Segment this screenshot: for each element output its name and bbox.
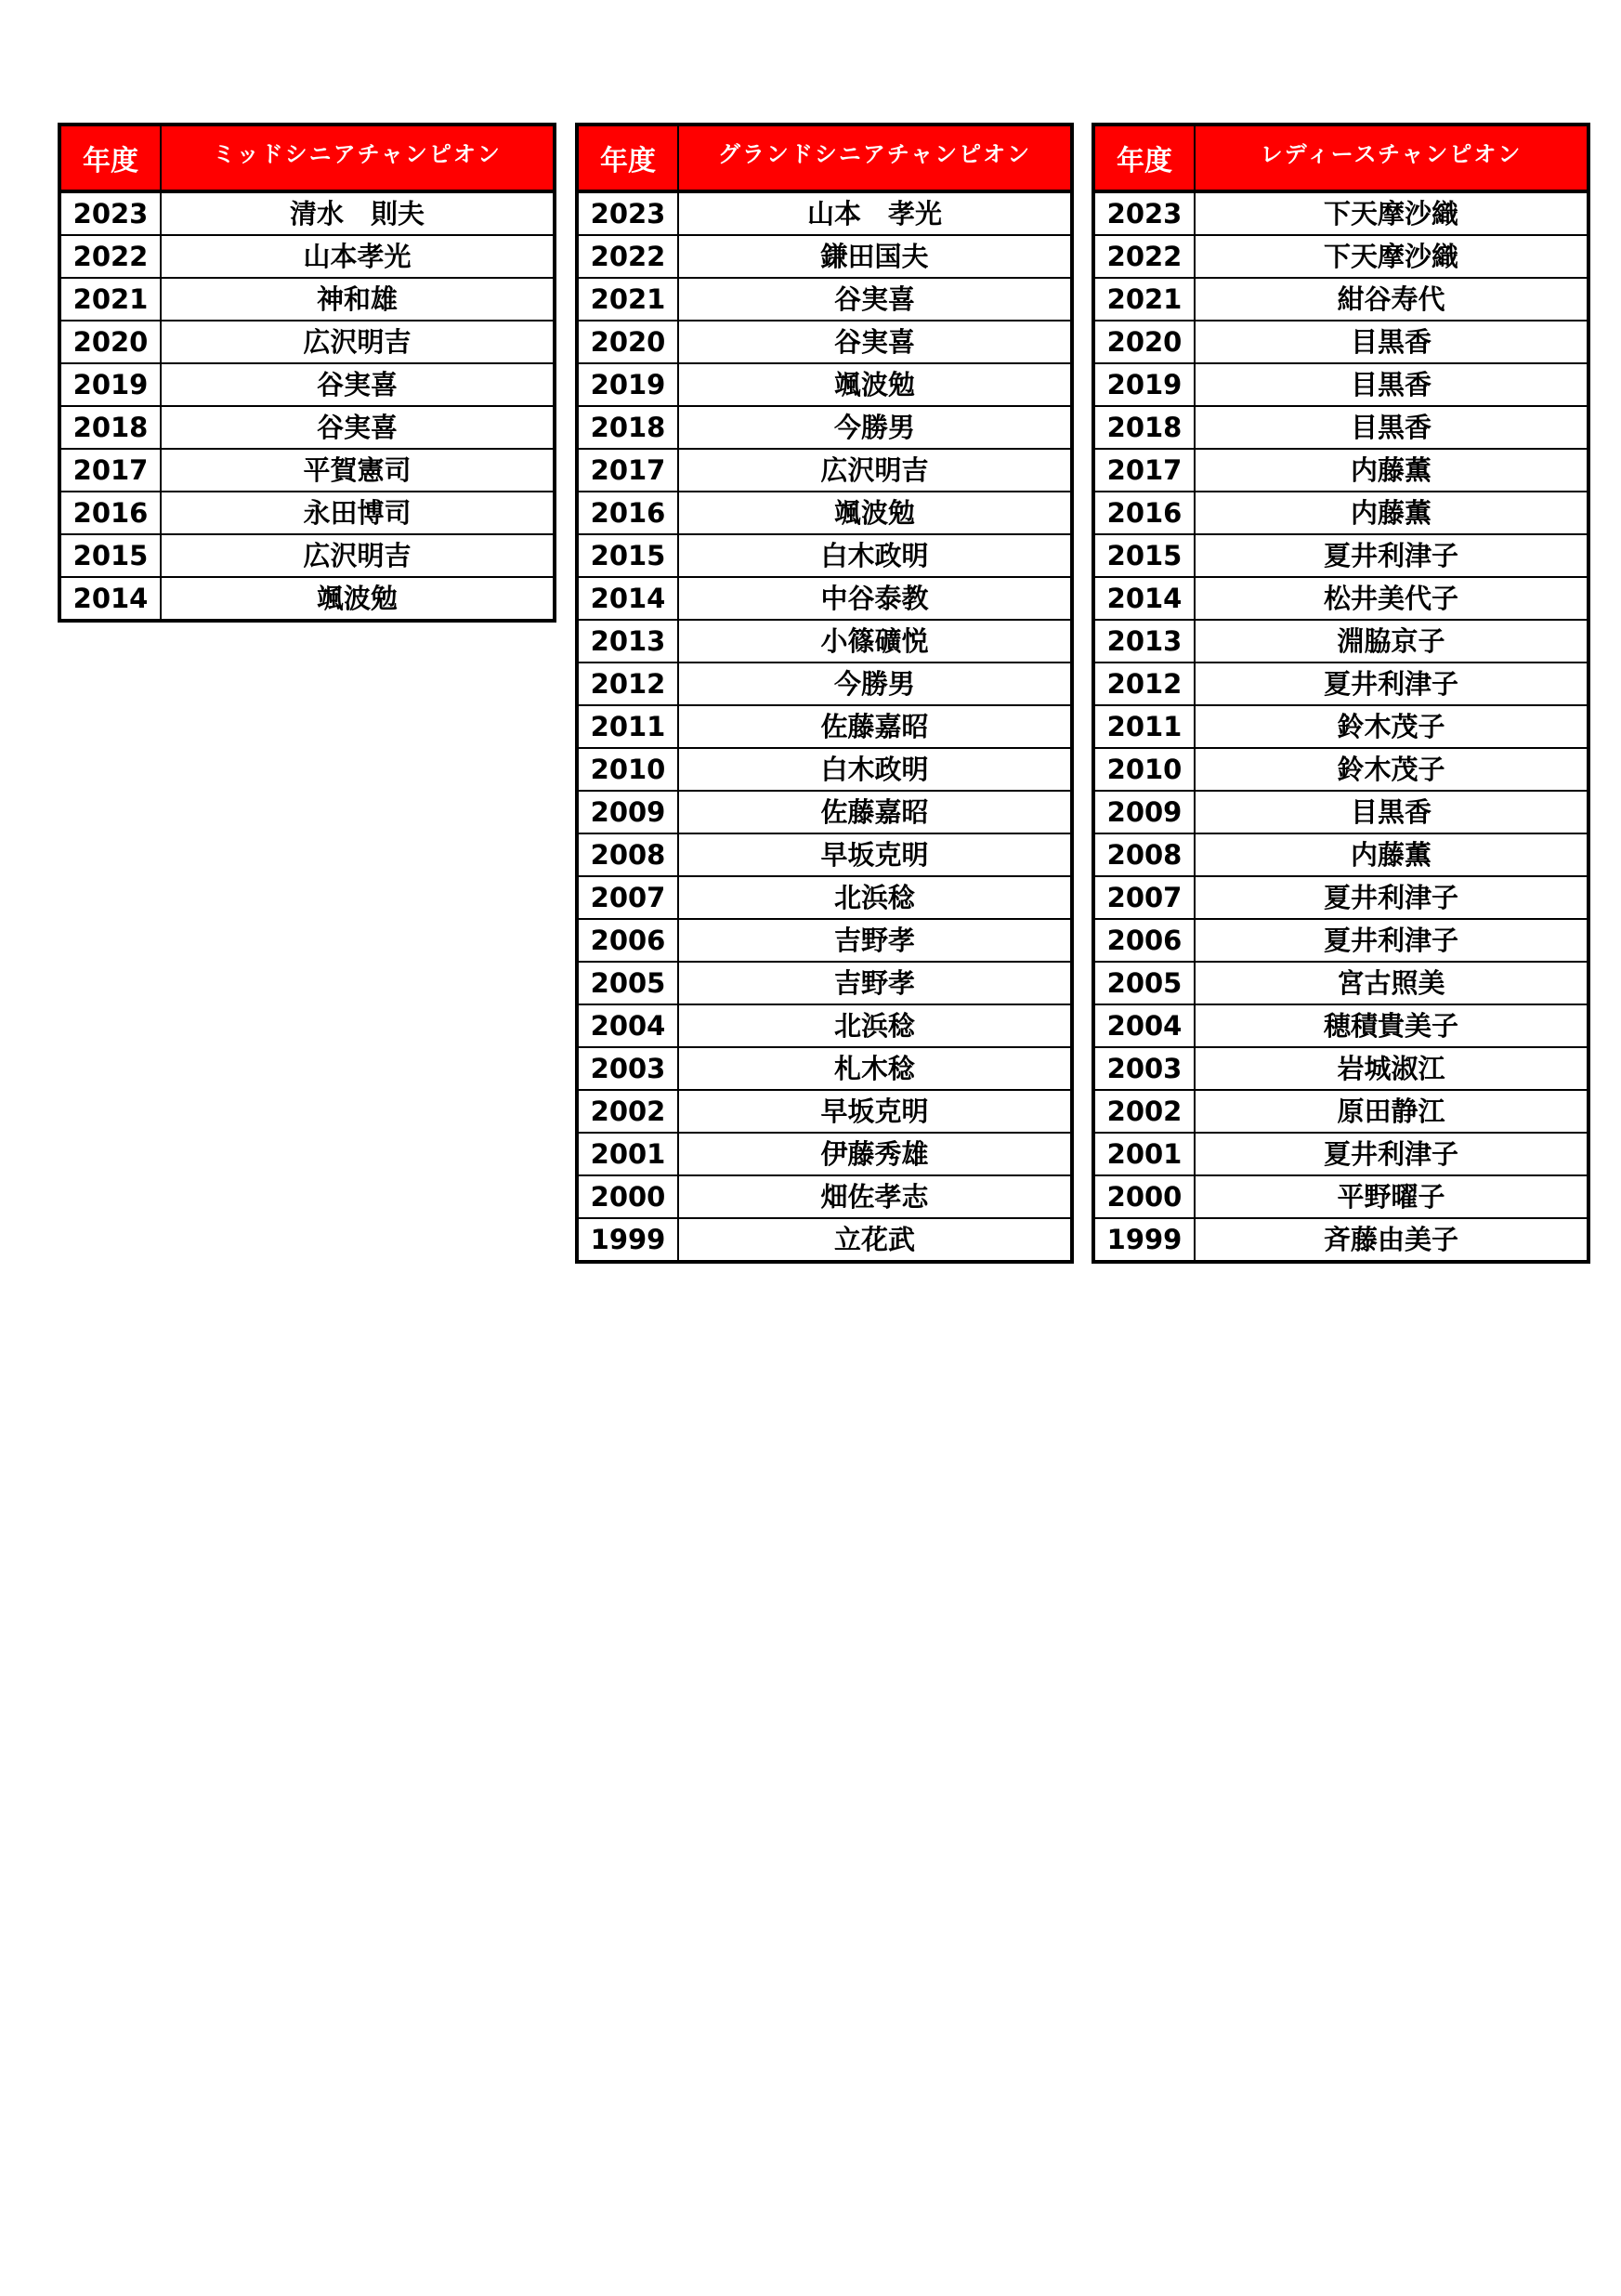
year-cell: 2016: [59, 492, 161, 534]
table-row: [577, 876, 1072, 919]
table-row: [1093, 1218, 1588, 1262]
year-cell: 2022: [59, 235, 161, 278]
champion-name-cell: 吉野孝: [678, 962, 1072, 1004]
table-row: [59, 406, 555, 449]
champion-name-cell: 山本孝光: [161, 235, 555, 278]
table-row: [577, 663, 1072, 705]
champion-column-header: ミッドシニアチャンピオン: [161, 125, 555, 191]
table-row: [1093, 748, 1588, 791]
year-cell: 2004: [1093, 1004, 1195, 1047]
table-row: [59, 363, 555, 406]
table-header-row: [59, 125, 555, 191]
champion-name-cell: 札木稔: [678, 1047, 1072, 1090]
table-row: [577, 1218, 1072, 1262]
table-row: [577, 278, 1072, 321]
table-row: [1093, 1175, 1588, 1218]
champion-name-cell: 畑佐孝志: [678, 1175, 1072, 1218]
champion-name-cell: 清水 則夫: [161, 191, 555, 235]
year-cell: 2017: [1093, 449, 1195, 492]
table-row: [59, 449, 555, 492]
year-cell: 2021: [577, 278, 678, 321]
table-row: [577, 449, 1072, 492]
champion-name-cell: 白木政明: [678, 534, 1072, 577]
table-row: [577, 363, 1072, 406]
champion-name-cell: 谷実喜: [161, 363, 555, 406]
table-row: [1093, 791, 1588, 833]
champion-name-cell: 松井美代子: [1195, 577, 1588, 620]
table-row: [1093, 1047, 1588, 1090]
champion-name-cell: 夏井利津子: [1195, 663, 1588, 705]
year-cell: 2010: [577, 748, 678, 791]
year-column-header: 年度: [1093, 125, 1195, 191]
year-cell: 2005: [577, 962, 678, 1004]
champion-name-cell: 北浜稔: [678, 1004, 1072, 1047]
table-row: [59, 577, 555, 621]
year-cell: 2016: [1093, 492, 1195, 534]
champion-name-cell: 伊藤秀雄: [678, 1133, 1072, 1175]
champion-name-cell: 神和雄: [161, 278, 555, 321]
champion-name-cell: 今勝男: [678, 663, 1072, 705]
champion-name-cell: 山本 孝光: [678, 191, 1072, 235]
year-cell: 2010: [1093, 748, 1195, 791]
year-cell: 2023: [577, 191, 678, 235]
table-header-row: [577, 125, 1072, 191]
champion-name-cell: 鎌田国夫: [678, 235, 1072, 278]
champion-name-cell: 中谷泰教: [678, 577, 1072, 620]
table-row: [577, 406, 1072, 449]
year-cell: 2014: [59, 577, 161, 621]
champion-name-cell: 斉藤由美子: [1195, 1218, 1588, 1262]
champion-name-cell: 内藤薫: [1195, 449, 1588, 492]
year-cell: 2012: [577, 663, 678, 705]
year-cell: 2020: [59, 321, 161, 363]
year-cell: 2015: [577, 534, 678, 577]
year-cell: 2015: [59, 534, 161, 577]
champion-name-cell: 平野曜子: [1195, 1175, 1588, 1218]
champion-name-cell: 佐藤嘉昭: [678, 791, 1072, 833]
champion-name-cell: 夏井利津子: [1195, 1133, 1588, 1175]
table-row: [59, 492, 555, 534]
year-cell: 2021: [59, 278, 161, 321]
year-cell: 2009: [577, 791, 678, 833]
table-body: [1093, 191, 1588, 1262]
table-row: [577, 191, 1072, 235]
table-header-row: [1093, 125, 1588, 191]
year-cell: 2008: [577, 833, 678, 876]
champion-name-cell: 谷実喜: [678, 278, 1072, 321]
table-body: [577, 191, 1072, 1262]
table-row: [577, 1090, 1072, 1133]
table-row: [1093, 406, 1588, 449]
table-row: [577, 833, 1072, 876]
champion-name-cell: 目黒香: [1195, 791, 1588, 833]
champion-name-cell: 原田静江: [1195, 1090, 1588, 1133]
year-cell: 2011: [577, 705, 678, 748]
year-cell: 2000: [577, 1175, 678, 1218]
year-cell: 2004: [577, 1004, 678, 1047]
table-row: [59, 321, 555, 363]
year-cell: 2005: [1093, 962, 1195, 1004]
table-row: [1093, 663, 1588, 705]
champion-name-cell: 早坂克明: [678, 833, 1072, 876]
table-row: [577, 492, 1072, 534]
table-row: [577, 620, 1072, 663]
table-row: [1093, 876, 1588, 919]
year-cell: 1999: [1093, 1218, 1195, 1262]
year-cell: 2023: [1093, 191, 1195, 235]
champion-name-cell: 白木政明: [678, 748, 1072, 791]
mid-senior-champion-table: [58, 123, 556, 623]
champion-name-cell: 永田博司: [161, 492, 555, 534]
champion-name-cell: 目黒香: [1195, 321, 1588, 363]
table-row: [1093, 620, 1588, 663]
champion-name-cell: 谷実喜: [161, 406, 555, 449]
ladies-champion-table: [1092, 123, 1590, 1264]
year-column-header: 年度: [59, 125, 161, 191]
table-row: [1093, 363, 1588, 406]
year-cell: 2002: [1093, 1090, 1195, 1133]
champion-name-cell: 内藤薫: [1195, 492, 1588, 534]
year-cell: 2013: [577, 620, 678, 663]
table-row: [1093, 1133, 1588, 1175]
champion-name-cell: 佐藤嘉昭: [678, 705, 1072, 748]
grand-senior-champion-table: [575, 123, 1074, 1264]
table-row: [59, 191, 555, 235]
table-row: [577, 321, 1072, 363]
champion-column-header: グランドシニアチャンピオン: [678, 125, 1072, 191]
table-row: [1093, 278, 1588, 321]
table-row: [577, 1133, 1072, 1175]
champion-name-cell: 穂積貴美子: [1195, 1004, 1588, 1047]
year-cell: 2008: [1093, 833, 1195, 876]
year-cell: 2018: [1093, 406, 1195, 449]
year-cell: 2001: [1093, 1133, 1195, 1175]
champion-name-cell: 平賀憲司: [161, 449, 555, 492]
year-cell: 2003: [1093, 1047, 1195, 1090]
champion-name-cell: 夏井利津子: [1195, 919, 1588, 962]
champion-name-cell: 夏井利津子: [1195, 876, 1588, 919]
table-row: [577, 577, 1072, 620]
year-cell: 2002: [577, 1090, 678, 1133]
year-cell: 2017: [577, 449, 678, 492]
year-cell: 2001: [577, 1133, 678, 1175]
table-row: [1093, 705, 1588, 748]
year-cell: 2009: [1093, 791, 1195, 833]
table-row: [1093, 321, 1588, 363]
table-row: [59, 278, 555, 321]
year-cell: 2021: [1093, 278, 1195, 321]
champion-name-cell: 目黒香: [1195, 406, 1588, 449]
champion-name-cell: 夏井利津子: [1195, 534, 1588, 577]
table-row: [577, 791, 1072, 833]
year-cell: 2019: [59, 363, 161, 406]
year-cell: 2006: [1093, 919, 1195, 962]
table-row: [1093, 962, 1588, 1004]
year-cell: 2018: [577, 406, 678, 449]
table-row: [577, 962, 1072, 1004]
champion-name-cell: 広沢明吉: [678, 449, 1072, 492]
year-cell: 2020: [577, 321, 678, 363]
year-cell: 1999: [577, 1218, 678, 1262]
champion-name-cell: 吉野孝: [678, 919, 1072, 962]
year-cell: 2020: [1093, 321, 1195, 363]
year-cell: 2015: [1093, 534, 1195, 577]
year-cell: 2019: [577, 363, 678, 406]
year-cell: 2022: [577, 235, 678, 278]
table-row: [577, 705, 1072, 748]
champion-name-cell: 岩城淑江: [1195, 1047, 1588, 1090]
champion-name-cell: 内藤薫: [1195, 833, 1588, 876]
champion-name-cell: 淵脇京子: [1195, 620, 1588, 663]
champion-name-cell: 紺谷寿代: [1195, 278, 1588, 321]
champion-name-cell: 鈴木茂子: [1195, 748, 1588, 791]
table-row: [1093, 833, 1588, 876]
table-row: [577, 919, 1072, 962]
table-row: [577, 534, 1072, 577]
champion-name-cell: 颯波勉: [678, 492, 1072, 534]
champion-name-cell: 颯波勉: [678, 363, 1072, 406]
year-cell: 2006: [577, 919, 678, 962]
champion-name-cell: 颯波勉: [161, 577, 555, 621]
champion-name-cell: 今勝男: [678, 406, 1072, 449]
champion-name-cell: 下天摩沙織: [1195, 191, 1588, 235]
table-row: [577, 235, 1072, 278]
year-cell: 2011: [1093, 705, 1195, 748]
champion-column-header: レディースチャンピオン: [1195, 125, 1588, 191]
year-cell: 2013: [1093, 620, 1195, 663]
year-cell: 2014: [1093, 577, 1195, 620]
year-column-header: 年度: [577, 125, 678, 191]
table-row: [1093, 235, 1588, 278]
champion-name-cell: 鈴木茂子: [1195, 705, 1588, 748]
year-cell: 2016: [577, 492, 678, 534]
table-row: [1093, 577, 1588, 620]
year-cell: 2003: [577, 1047, 678, 1090]
champion-name-cell: 広沢明吉: [161, 534, 555, 577]
table-row: [1093, 449, 1588, 492]
year-cell: 2007: [577, 876, 678, 919]
table-row: [577, 1175, 1072, 1218]
table-row: [577, 748, 1072, 791]
year-cell: 2000: [1093, 1175, 1195, 1218]
table-row: [1093, 919, 1588, 962]
champion-name-cell: 目黒香: [1195, 363, 1588, 406]
year-cell: 2014: [577, 577, 678, 620]
table-row: [577, 1047, 1072, 1090]
table-row: [1093, 534, 1588, 577]
table-row: [1093, 1004, 1588, 1047]
year-cell: 2022: [1093, 235, 1195, 278]
champion-name-cell: 宮古照美: [1195, 962, 1588, 1004]
year-cell: 2007: [1093, 876, 1195, 919]
champion-name-cell: 下天摩沙織: [1195, 235, 1588, 278]
table-row: [59, 534, 555, 577]
table-row: [1093, 492, 1588, 534]
champion-name-cell: 北浜稔: [678, 876, 1072, 919]
table-row: [1093, 191, 1588, 235]
table-row: [59, 235, 555, 278]
year-cell: 2012: [1093, 663, 1195, 705]
table-body: [59, 191, 555, 621]
champion-name-cell: 早坂克明: [678, 1090, 1072, 1133]
table-row: [577, 1004, 1072, 1047]
year-cell: 2018: [59, 406, 161, 449]
champion-name-cell: 立花武: [678, 1218, 1072, 1262]
champion-name-cell: 小篠礦悦: [678, 620, 1072, 663]
table-row: [1093, 1090, 1588, 1133]
champion-name-cell: 広沢明吉: [161, 321, 555, 363]
year-cell: 2023: [59, 191, 161, 235]
year-cell: 2019: [1093, 363, 1195, 406]
year-cell: 2017: [59, 449, 161, 492]
champion-name-cell: 谷実喜: [678, 321, 1072, 363]
